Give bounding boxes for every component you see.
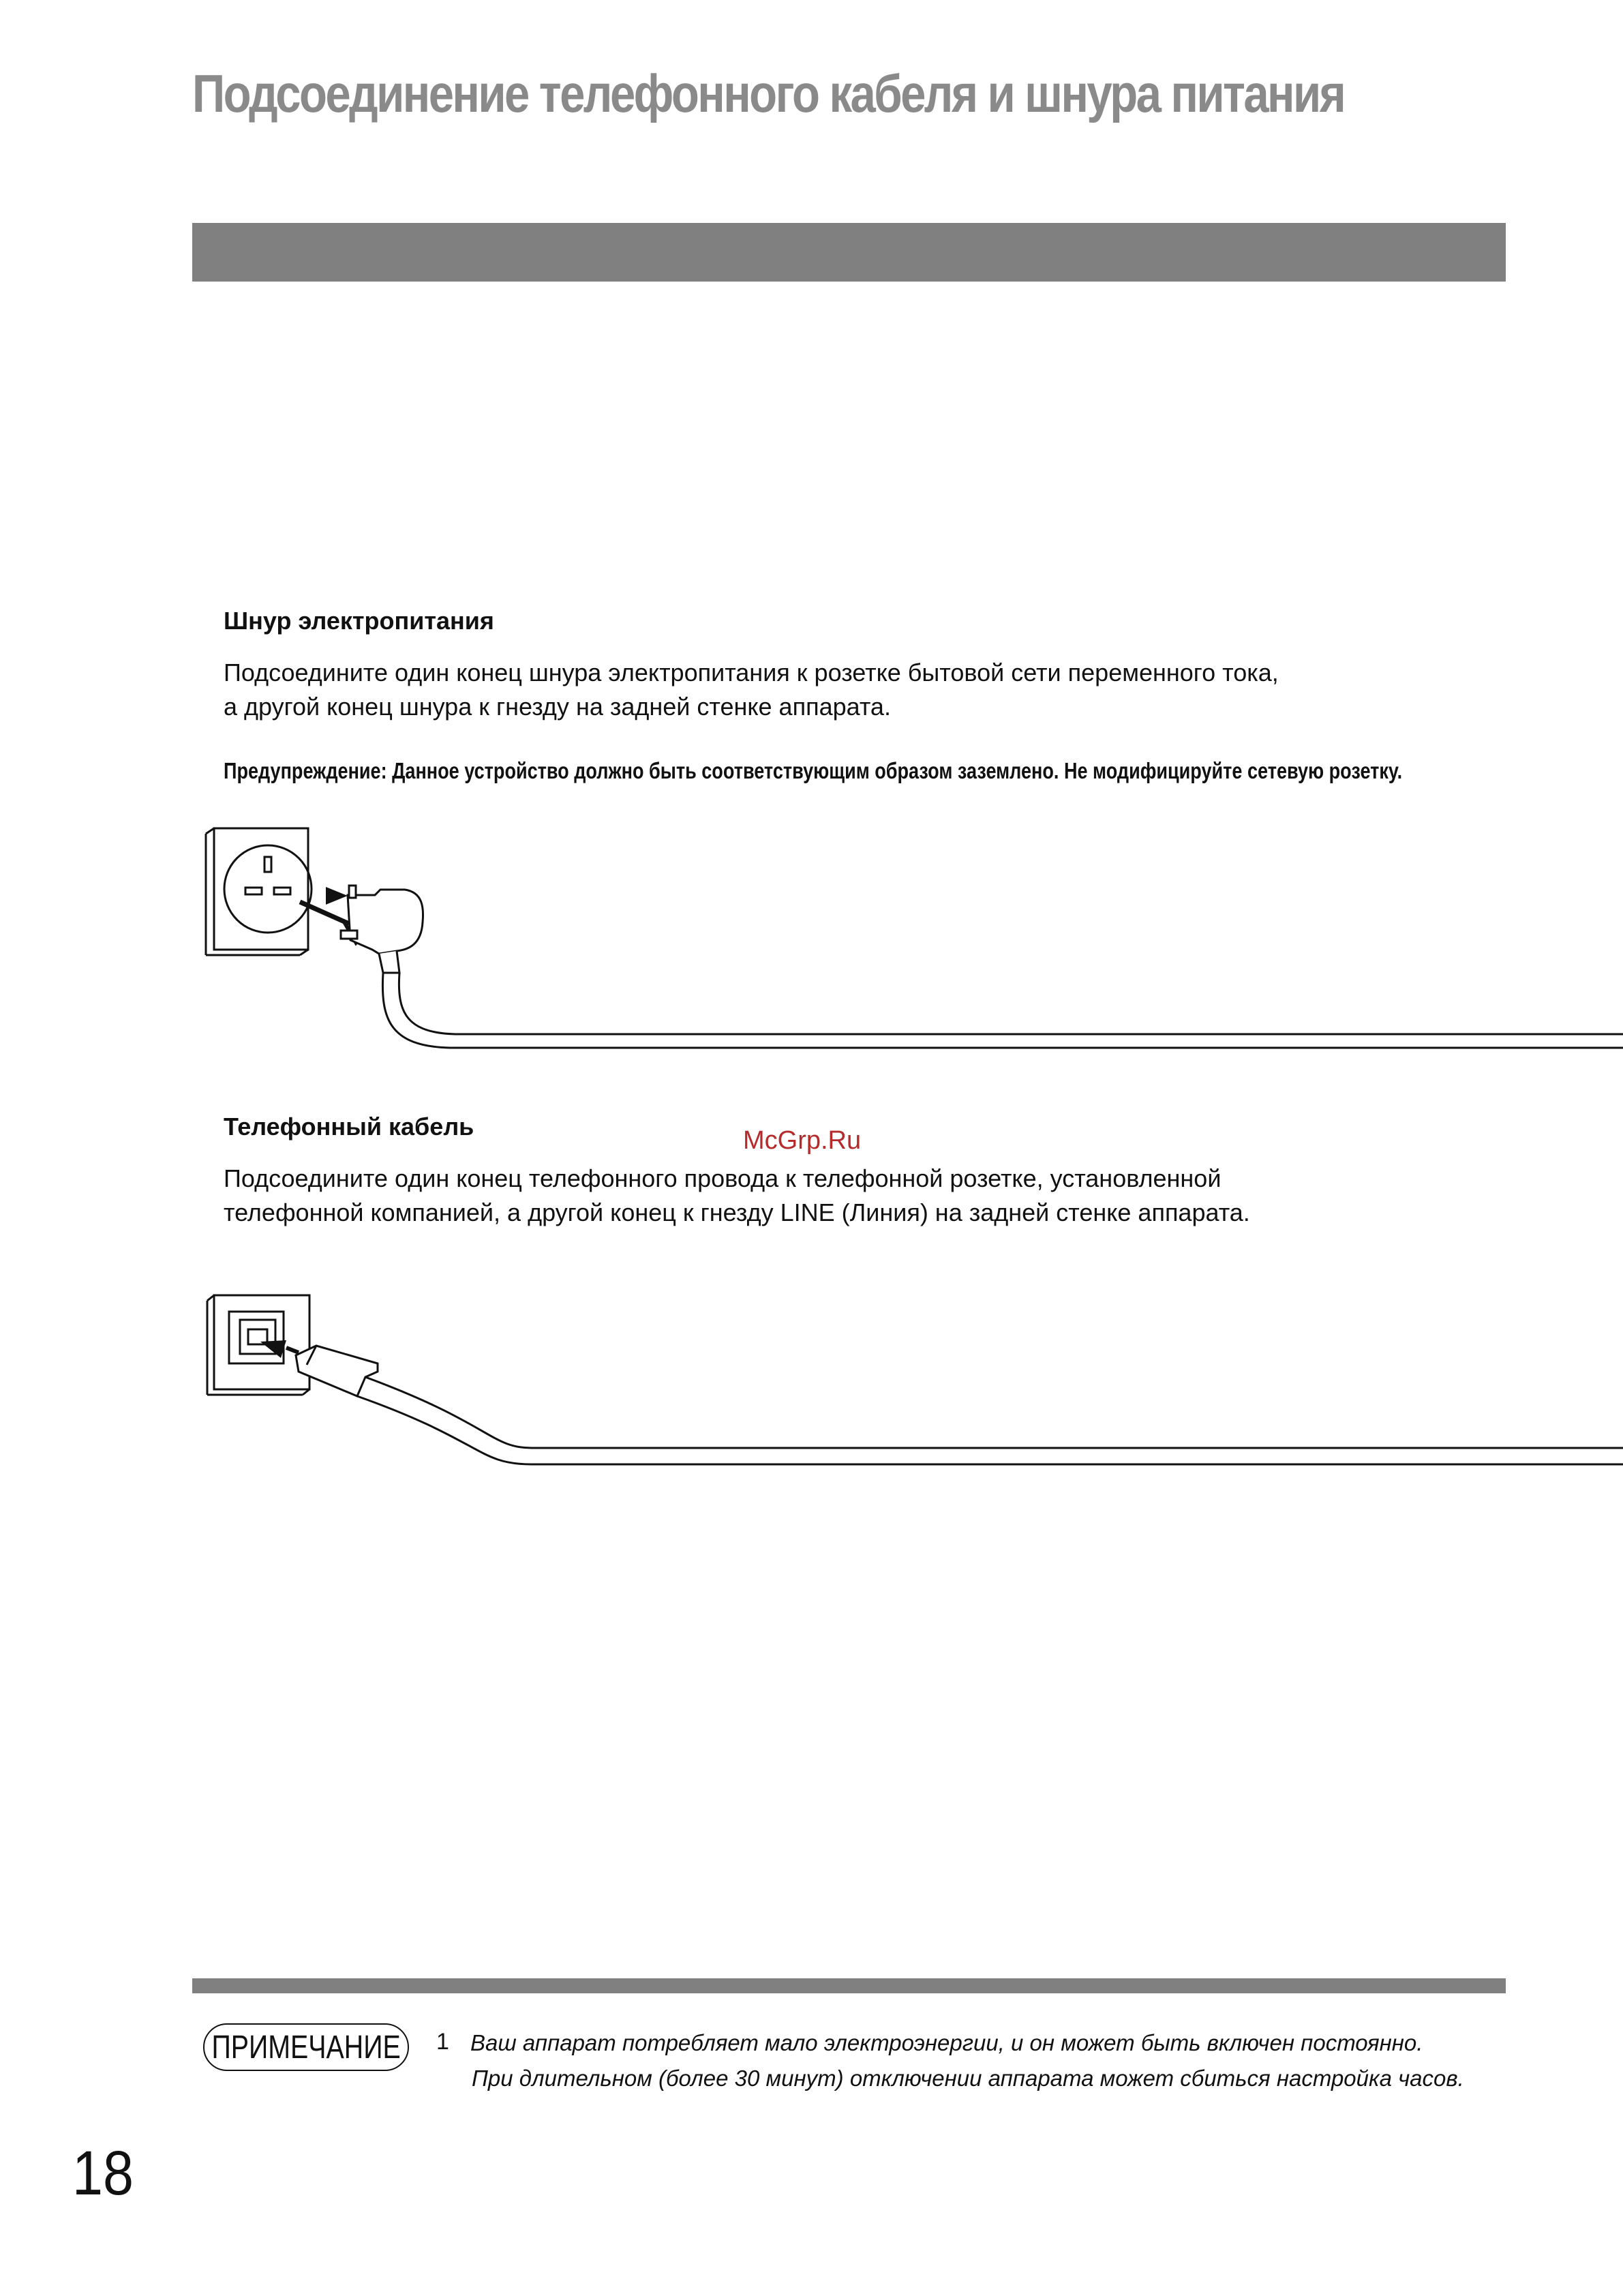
power-cord-heading: Шнур электропитания	[224, 607, 494, 635]
footer-bar	[192, 1978, 1506, 1993]
note-text-line-1: Ваш аппарат потребляет мало электроэнергии, и он может быть включен постоянно.	[470, 2030, 1423, 2055]
power-plug-illustration	[204, 815, 1623, 1074]
note-badge-label: ПРИМЕЧАНИЕ	[211, 2029, 401, 2066]
header-bar	[192, 223, 1506, 282]
phone-cable-text-line-2: телефонной компанией, а другой конец к гнезду LINE (Линия) на задней стенке аппарата.	[224, 1198, 1250, 1226]
note-number: 1	[436, 2029, 449, 2055]
power-cord-text-line-1: Подсоедините один конец шнура электропитания к розетке бытовой сети переменного тока,	[224, 659, 1279, 686]
watermark: McGrp.Ru	[743, 1126, 862, 1155]
note-text-line-2: При длительном (более 30 минут) отключении аппарата может сбиться настройка часов.	[472, 2066, 1464, 2091]
power-cord-text-line-2: а другой конец шнура к гнезду на задней стенке аппарата.	[224, 693, 891, 721]
phone-cable-illustration	[204, 1287, 1623, 1485]
phone-cable-text-line-1: Подсоедините один конец телефонного провода к телефонной розетке, установленной	[224, 1164, 1222, 1192]
grounding-warning: Предупреждение: Данное устройство должно быть соответствующим образом заземлено. Не модифицируйте сетевую розетку.	[224, 758, 1403, 783]
phone-cable-heading: Телефонный кабель	[224, 1113, 474, 1141]
page-title: Подсоединение телефонного кабеля и шнура питания	[192, 63, 1345, 123]
page-number: 18	[72, 2139, 134, 2208]
note-badge	[203, 2023, 409, 2071]
